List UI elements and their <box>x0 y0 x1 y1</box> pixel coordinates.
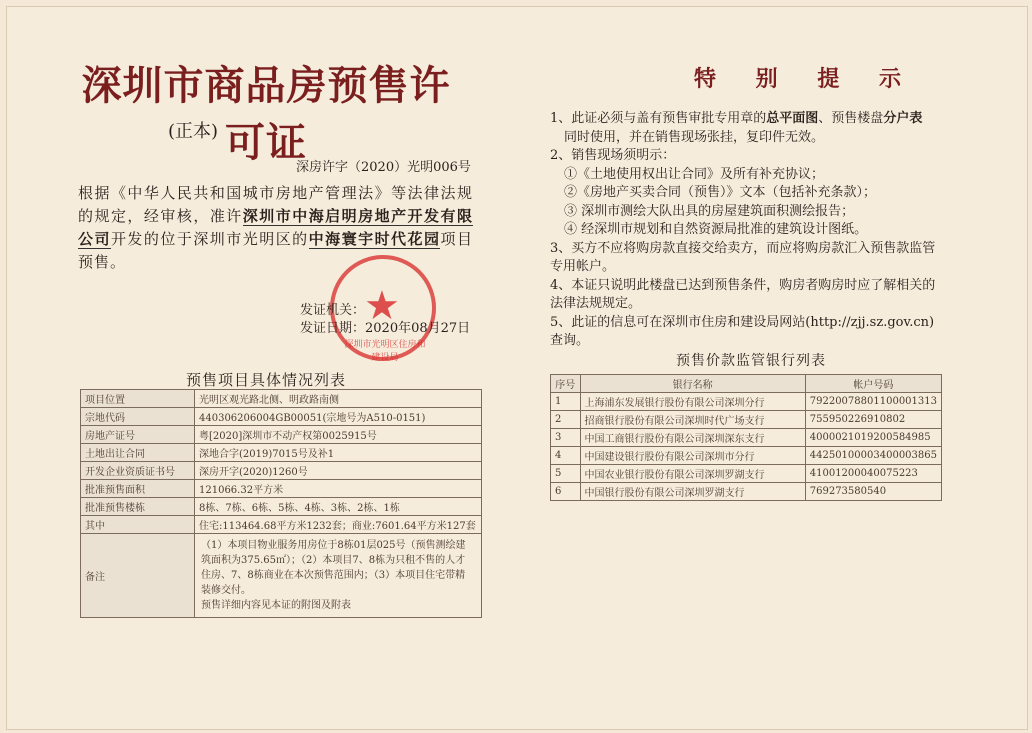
bank-table-title: 预售价款监管银行列表 <box>676 353 826 369</box>
project-name: 中海寰宇时代花园 <box>308 230 441 248</box>
table-row-note <box>81 534 482 618</box>
seal-star-icon: ★ <box>364 283 400 329</box>
bank-account: 4000021019200584985 <box>805 429 941 447</box>
row-value: 深地合字(2019)7015号及补1 <box>195 444 482 462</box>
bank-account: 769273580540 <box>805 483 941 501</box>
bank-name: 中国银行股份有限公司深圳罗湖支行 <box>580 483 805 501</box>
row-label: 批准预售楼栋 <box>81 498 195 516</box>
developer-name: 深圳市中海启明房地产开发有限公司 <box>78 207 473 248</box>
header-account: 帐户号码 <box>805 375 941 393</box>
notice-1-text: 1、此证必须与盖有预售审批专用章的 <box>550 111 767 126</box>
bank-no: 3 <box>551 429 581 447</box>
bank-account: 41001200040075223 <box>805 465 941 483</box>
row-label: 开发企业资质证书号 <box>81 462 195 480</box>
notice-item-2-4: ④ 经深圳市规划和自然资源局批准的建筑设计图纸。 <box>564 222 868 237</box>
notice-item-2: 2、销售现场须明示： <box>550 148 676 163</box>
notice-item-1 <box>550 110 945 129</box>
notice-item-5: 5、此证的信息可在深圳市住房和建设局网站(http://zjj.sz.gov.cn)查询。 <box>550 314 935 348</box>
project-table-title: 预售项目具体情况列表 <box>186 371 347 389</box>
notice-1-site-plan: 总平面图 <box>766 111 819 126</box>
issuer-label: 发证机关： <box>300 303 366 318</box>
row-value: 粤[2020]深圳市不动产权第0025915号 <box>195 426 482 444</box>
bank-account: 755950226910802 <box>805 411 941 429</box>
notice-item-4: 4、本证只说明此楼盘已达到预售条件，购房者购房时应了解相关的法律法规规定。 <box>550 277 936 311</box>
table-row <box>81 426 482 444</box>
project-details-table <box>80 389 482 618</box>
table-row <box>81 444 482 462</box>
bank-name: 中国建设银行股份有限公司深圳市分行 <box>580 447 805 465</box>
statement-part-1: 根据《中华人民共和国城市房地产管理法》等法律法规的规定，经审核，准许 <box>78 184 473 225</box>
issue-date-line <box>300 320 470 338</box>
row-label: 批准预售面积 <box>81 480 195 498</box>
row-value: 住宅:113464.68平方米1232套；商业:7601.64平方米127套 <box>195 516 482 534</box>
row-label: 宗地代码 <box>81 408 195 426</box>
permit-number: 深房许字（2020）光明006号 <box>296 160 471 175</box>
header-no: 序号 <box>551 375 581 393</box>
bank-no: 6 <box>551 483 581 501</box>
notice-item-2-3: ③ 深圳市测绘大队出具的房屋建筑面积测绘报告； <box>564 203 855 219</box>
notice-1-unit-table: 分户表 <box>883 111 923 126</box>
special-notice-title: 特 别 提 示 <box>694 66 917 92</box>
notice-item-2-2: ②《房地产买卖合同（预售）》文本（包括补充条款）； <box>564 185 877 200</box>
bank-row <box>551 411 942 429</box>
bank-name: 招商银行股份有限公司深圳时代广场支行 <box>580 411 805 429</box>
note-label: 备注 <box>81 534 195 618</box>
notice-item-1-cont: 同时使用，并在销售现场张挂，复印件无效。 <box>564 129 825 145</box>
row-label: 其中 <box>81 516 195 534</box>
table-row <box>81 390 482 408</box>
row-value: 440306206004GB00051(宗地号为A510-0151) <box>195 408 482 426</box>
bank-name: 上海浦东发展银行股份有限公司深圳分行 <box>580 393 805 411</box>
row-label: 项目位置 <box>81 390 195 408</box>
bank-name: 中国工商银行股份有限公司深圳深东支行 <box>580 429 805 447</box>
header-bank-name: 银行名称 <box>580 375 805 393</box>
seal-text: 深圳市光明区住房和建设局 <box>344 340 426 363</box>
bank-row <box>551 393 942 411</box>
statement-part-2: 开发的位于深圳市光明区的 <box>110 230 309 248</box>
row-label: 土地出让合同 <box>81 444 195 462</box>
row-value: 8栋、7栋、6栋、5栋、4栋、3栋、2栋、1栋 <box>195 498 482 516</box>
bank-no: 5 <box>551 465 581 483</box>
issue-date: 2020年08月27日 <box>365 321 471 336</box>
table-row <box>81 480 482 498</box>
bank-row <box>551 483 942 501</box>
bank-no: 1 <box>551 393 581 411</box>
note-value <box>195 534 482 618</box>
bank-no: 4 <box>551 447 581 465</box>
issue-date-label: 发证日期： <box>300 321 366 336</box>
special-notice-list <box>550 110 945 351</box>
table-row <box>81 516 482 534</box>
notice-item-2-1: ①《土地使用权出让合同》及所有补充协议； <box>564 166 825 182</box>
bank-row <box>551 429 942 447</box>
bank-row <box>551 465 942 483</box>
table-row <box>81 462 482 480</box>
row-value: 121066.32平方米 <box>195 480 482 498</box>
row-value: 深房开字(2020)1260号 <box>195 462 482 480</box>
bank-no: 2 <box>551 411 581 429</box>
certificate-title: 深圳市商品房预售许可证 <box>81 62 451 166</box>
bank-table-header <box>551 375 942 393</box>
permit-statement <box>78 182 473 274</box>
original-copy-label: (正本) <box>168 121 219 142</box>
issuer-block <box>300 302 470 338</box>
statement-part-3: 项目预售。 <box>78 230 473 271</box>
bank-table <box>550 374 942 501</box>
note-text-1: （1）本项目物业服务用房位于8栋01层025号（预售测绘建筑面积为375.65㎡）；（2）本项目7、8栋为只租不售的人才住房、7、8栋商业在本次预售范围内；（3）本项目住宅带精装修交付。 <box>201 540 466 596</box>
bank-account: 44250100003400003865 <box>805 447 941 465</box>
row-value: 光明区观光路北侧、明政路南侧 <box>195 390 482 408</box>
row-label: 房地产证号 <box>81 426 195 444</box>
notice-1-text-2: 、预售楼盘 <box>818 111 884 126</box>
bank-name: 中国农业银行股份有限公司深圳罗湖支行 <box>580 465 805 483</box>
note-text-2: 预售详细内容见本证的附图及附表 <box>201 600 351 611</box>
bank-row <box>551 447 942 465</box>
notice-item-3: 3、买方不应将购房款直接交给卖方，而应将购房款汇入预售款监管专用帐户。 <box>550 240 936 274</box>
table-row <box>81 498 482 516</box>
bank-account: 79220078801100001313 <box>805 393 941 411</box>
table-row <box>81 408 482 426</box>
